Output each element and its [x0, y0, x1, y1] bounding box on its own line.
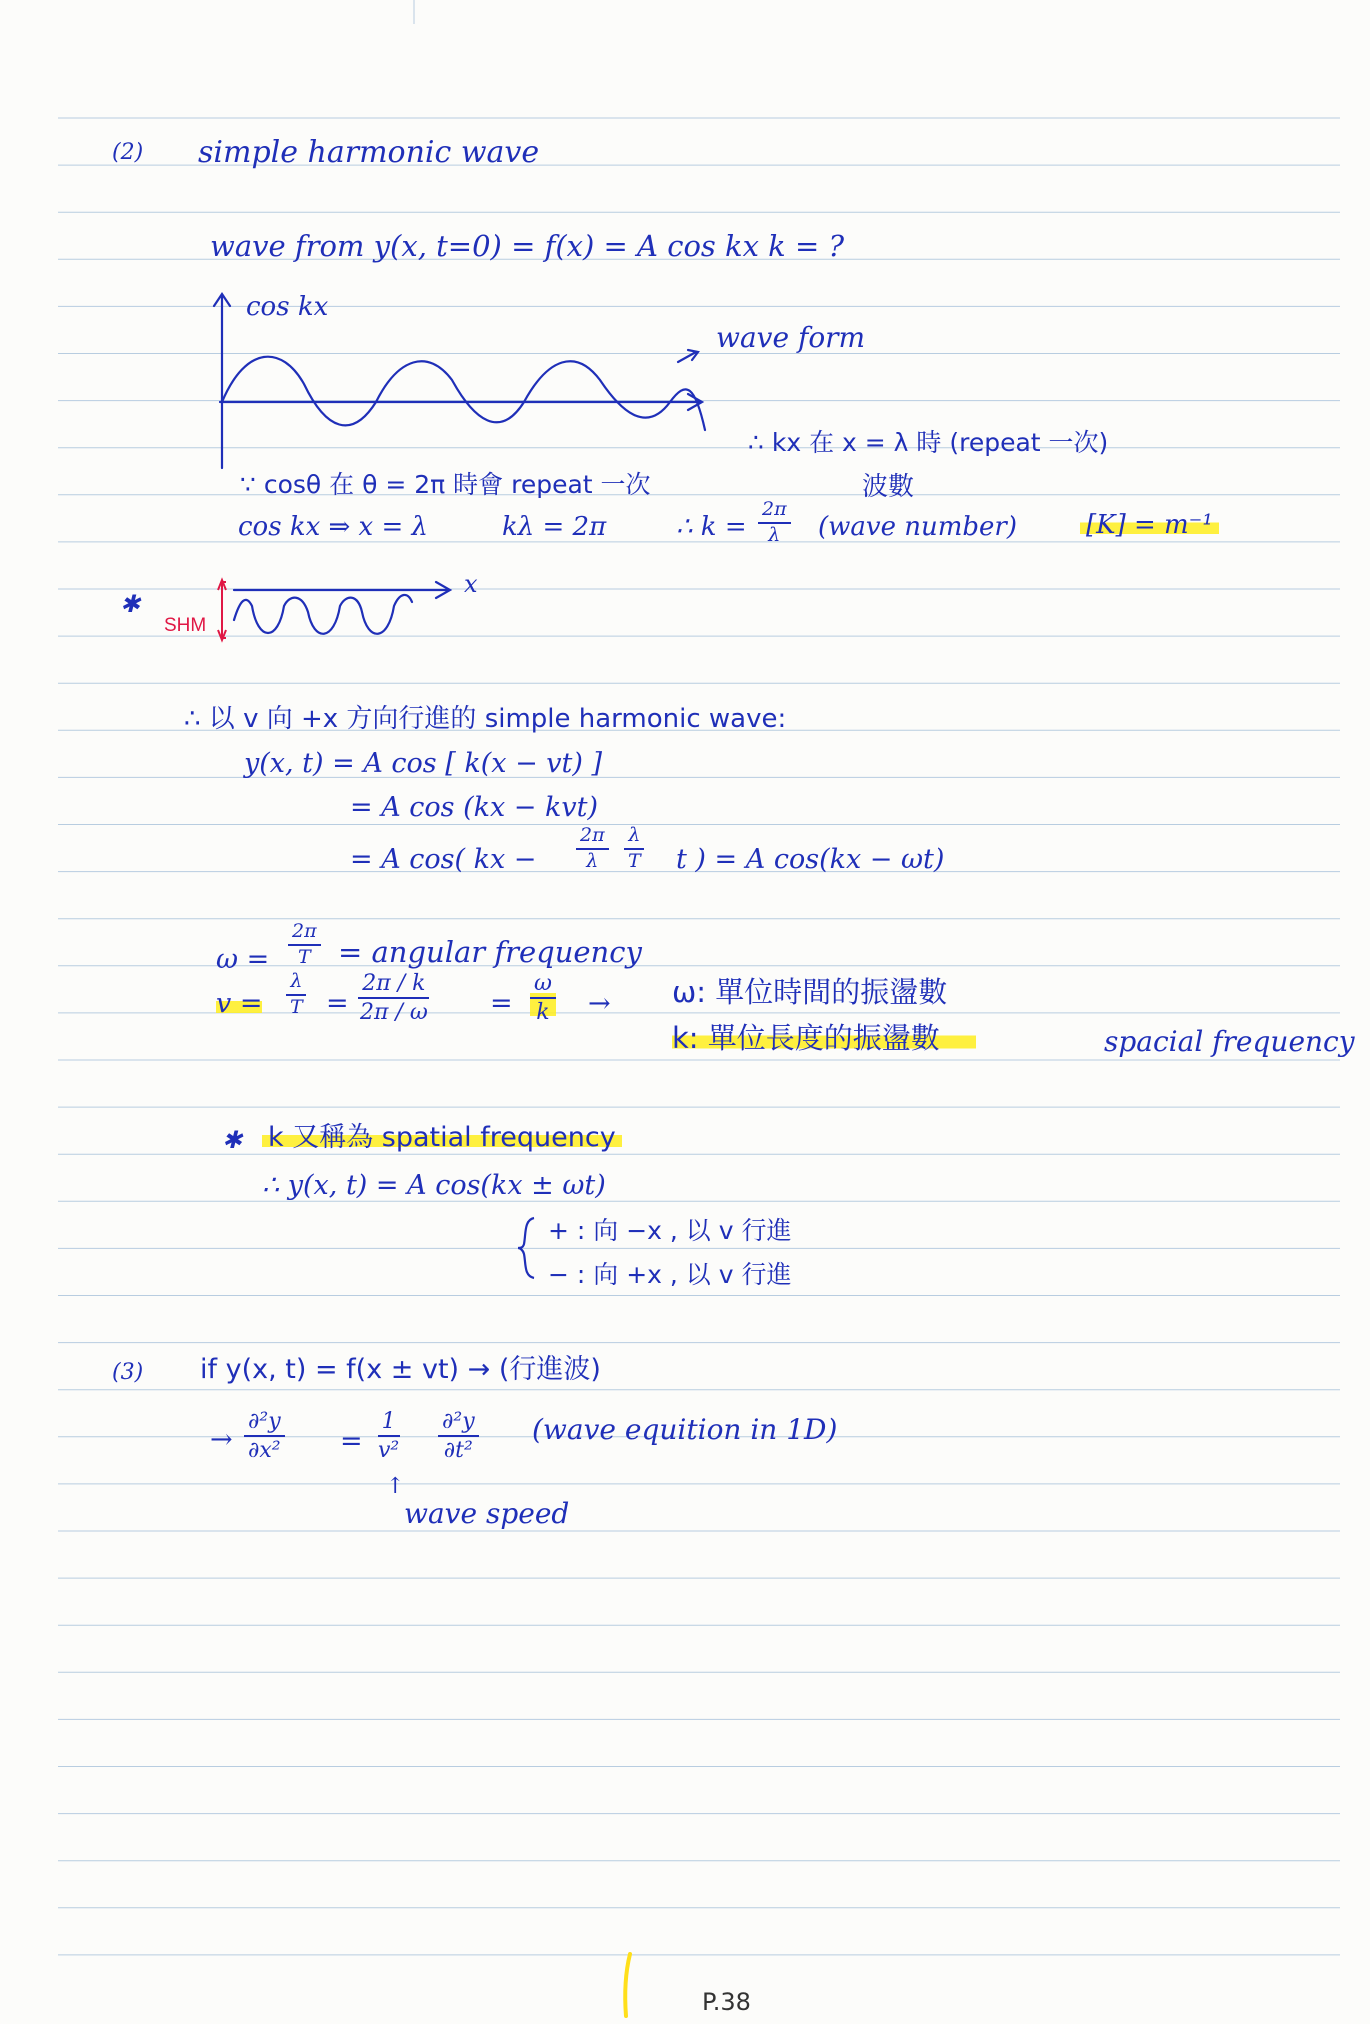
kx-repeat-note: ∴ kx 在 x = λ 時 (repeat 一次)	[748, 428, 1109, 457]
k-lambda-2pi: kλ = 2π	[502, 512, 607, 542]
angular-frequency: = angular frequency	[338, 935, 642, 969]
waveform-pointer	[678, 350, 698, 362]
shm-label: SHM	[164, 615, 207, 636]
wave-eq-frac-a-den: ∂x²	[248, 1438, 281, 1464]
waveform-label: wave form	[716, 321, 866, 354]
yellow-pen-mark	[618, 1950, 638, 2020]
v-equals-2: =	[490, 988, 513, 1019]
shm-wave-sketch	[212, 572, 472, 652]
case-plus: + : 向 −x , 以 v 行進	[548, 1216, 792, 1245]
k-fraction-num: 2π	[758, 500, 791, 524]
spatial-frequency-title: k 又稱為 spatial frequency	[262, 1124, 622, 1151]
case-brace	[514, 1214, 538, 1282]
section-2-number: (2)	[112, 140, 144, 165]
wave-speed-label: wave speed	[404, 1497, 570, 1530]
shm-bracket	[218, 580, 226, 640]
omega-fraction	[288, 922, 321, 968]
k-unit: [K] = m⁻¹	[1080, 512, 1219, 538]
spacial-frequency: spacial frequency	[1104, 1025, 1355, 1058]
v-fraction-2	[356, 972, 432, 1024]
section-3-number: (3)	[112, 1360, 144, 1385]
wave-eq-frac-b	[374, 1410, 403, 1462]
wave-number-chinese: 波數	[862, 472, 915, 502]
wave-eq-frac-b-den: v²	[378, 1438, 400, 1464]
section-3-arrow: →	[210, 1424, 233, 1455]
v-equals-1: =	[326, 988, 349, 1019]
wave-number-label: (wave number)	[818, 512, 1017, 542]
v-fraction-2-num: 2π / k	[358, 972, 429, 999]
traveling-wave-intro: ∴ 以 v 向 +x 方向行進的 simple harmonic wave:	[184, 704, 787, 734]
y-axis	[214, 294, 230, 468]
case-minus: − : 向 +x , 以 v 行進	[548, 1260, 792, 1289]
page-number: P.38	[702, 1988, 751, 2016]
traveling-frac-b-den: T	[628, 849, 641, 872]
traveling-eq-2: = A cos (kx − kvt)	[350, 792, 599, 823]
axis-label-coskx: cos kx	[246, 292, 329, 322]
v-fraction-3-num: ω	[530, 972, 556, 999]
v-fraction-3	[530, 972, 556, 1024]
wave-eq-frac-c-den: ∂t²	[443, 1438, 473, 1464]
wave-eq-frac-c-num: ∂²y	[438, 1410, 479, 1437]
omega-symbol: ω =	[216, 944, 270, 975]
v-fraction-2-den: 2π / ω	[360, 1000, 428, 1026]
wave-eq-frac-c	[438, 1410, 479, 1462]
v-fraction-1-den: T	[290, 995, 303, 1018]
k-fraction-den: λ	[768, 523, 781, 546]
section-2-title: simple harmonic wave	[198, 135, 540, 170]
v-arrow: →	[588, 988, 611, 1019]
shm-curve	[234, 595, 412, 634]
wave-eq-frac-b-num: 1	[378, 1410, 400, 1437]
k-fraction	[758, 500, 791, 546]
wave-eq-description: (wave equition in 1D)	[532, 1413, 838, 1446]
wave-speed-arrow: ↑	[386, 1474, 405, 1499]
cos-repeat-note: ∵ cosθ 在 θ = 2π 時會 repeat 一次	[240, 470, 651, 499]
v-fraction-3-den: k	[536, 1000, 550, 1026]
traveling-frac-b	[624, 826, 645, 872]
omega-fraction-num: 2π	[288, 922, 321, 946]
cos-curve	[222, 357, 705, 430]
traveling-eq-3b: t ) = A cos(kx − ωt)	[676, 844, 945, 875]
traveling-frac-a-den: λ	[586, 849, 599, 872]
shm-axis	[234, 582, 450, 598]
k-note: k: 單位長度的振盪數	[672, 1024, 976, 1053]
spatial-eq: ∴ y(x, t) = A cos(kx ± ωt)	[262, 1170, 606, 1201]
star-mark-2: ✱	[222, 1126, 243, 1154]
therefore-k: ∴ k =	[676, 512, 747, 542]
wave-eq-frac-a-num: ∂²y	[244, 1410, 285, 1437]
wave-eq-equals: =	[340, 1426, 363, 1457]
v-symbol: v =	[216, 988, 263, 1019]
traveling-eq-3a: = A cos( kx −	[350, 844, 537, 875]
omega-fraction-den: T	[297, 945, 311, 968]
section-3-line: if y(x, t) = f(x ± vt) → (行進波)	[200, 1354, 601, 1385]
shm-x-label: x	[464, 570, 478, 598]
wave-from-equation: wave from y(x, t=0) = f(x) = A cos kx k = ?	[210, 229, 845, 263]
star-mark-1: ✱	[120, 590, 141, 618]
traveling-eq-1: y(x, t) = A cos [ k(x − vt) ]	[244, 748, 603, 779]
wave-eq-frac-a	[244, 1410, 285, 1462]
v-fraction-1-num: λ	[286, 972, 306, 996]
traveling-frac-b-num: λ	[624, 826, 644, 850]
traveling-frac-a-num: 2π	[576, 826, 609, 850]
v-fraction-1	[286, 972, 307, 1018]
traveling-frac-a	[576, 826, 609, 872]
cos-kx-lambda: cos kx ⇒ x = λ	[238, 512, 429, 542]
omega-note: ω: 單位時間的振盪數	[672, 975, 948, 1009]
